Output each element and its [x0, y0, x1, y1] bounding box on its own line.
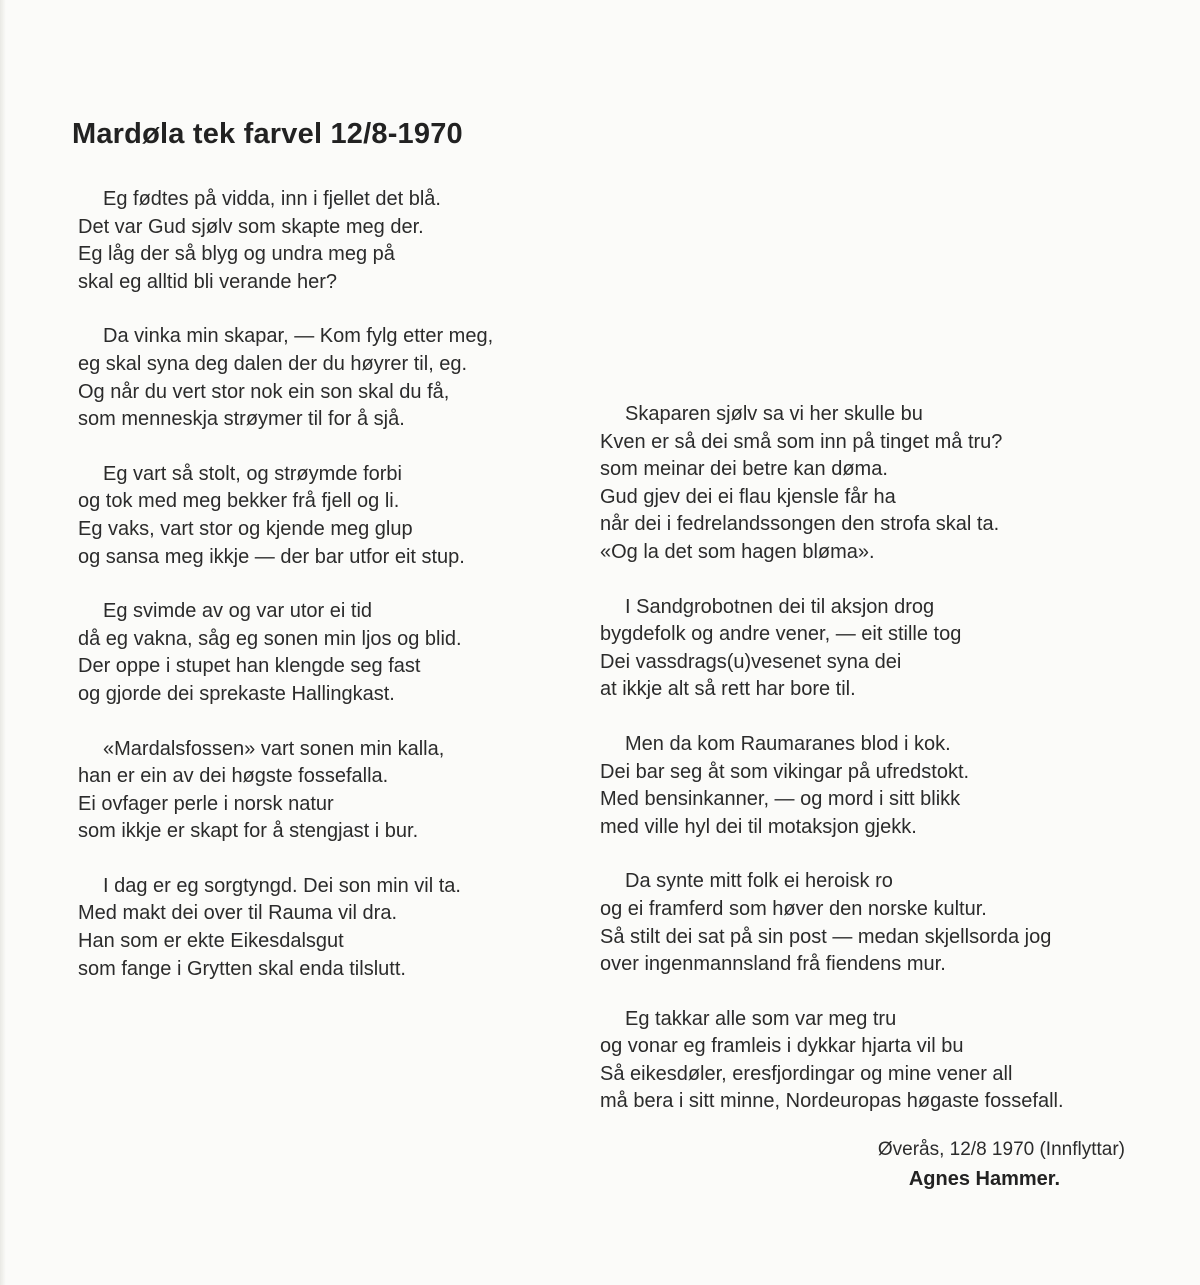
poem-line: som menneskja strøymer til for å sjå.	[78, 408, 405, 431]
poem-line: og tok med meg bekker frå fjell og li.	[78, 490, 400, 513]
poem-line: Ei ovfager perle i norsk natur	[78, 792, 334, 815]
stanza	[78, 736, 638, 846]
poem-line: når dei i fedrelandssongen den strofa skal ta.	[600, 513, 1000, 536]
poem-line: eg skal syna deg dalen der du høyrer til, eg.	[78, 352, 468, 375]
poem-line: Kven er så dei små som inn på tinget må tru?	[600, 430, 1003, 453]
poem-line: I Sandgrobotnen dei til aksjon drog	[625, 595, 935, 618]
poem-line: Eg låg der så blyg og undra meg på	[78, 243, 395, 266]
poem-line: Så eikesdøler, eresfjordingar og mine vener all	[600, 1062, 1013, 1085]
poem-line: Eg vaks, vart stor og kjende meg glup	[78, 517, 413, 540]
poem-line: og ei framferd som høver den norske kultur.	[600, 897, 987, 920]
signature-place-date: Øverås, 12/8 1970 (Innflyttar)	[877, 1139, 1125, 1160]
poem-line: Der oppe i stupet han klengde seg fast	[78, 655, 421, 678]
stanza	[78, 186, 638, 296]
poem-line: må bera i sitt minne, Nordeuropas høgaste fossefall.	[600, 1090, 1064, 1113]
page-edge	[0, 0, 6, 1285]
poem-line: skal eg alltid bli verande her?	[78, 270, 338, 293]
poem-line: Eg fødtes på vidda, inn i fjellet det blå.	[103, 188, 441, 210]
poem-line: med ville hyl dei til motaksjon gjekk.	[600, 815, 917, 838]
poem-line: Eg takkar alle som var meg tru	[625, 1007, 897, 1030]
poem-line: og vonar eg framleis i dykkar hjarta vil bu	[600, 1035, 964, 1058]
poem-line: og gjorde dei sprekaste Hallingkast.	[78, 682, 395, 705]
poem-line: som ikkje er skapt for å stengjast i bur.	[78, 820, 419, 843]
stanza	[600, 868, 1160, 978]
poem-line: Eg vart så stolt, og strøymde forbi	[103, 462, 402, 485]
poem-line: og sansa meg ikkje — der bar utfor eit stup.	[78, 545, 465, 568]
poem-line: då eg vakna, såg eg sonen min ljos og blid.	[78, 627, 462, 650]
poem-line: Så stilt dei sat på sin post — medan skjellsorda jog	[600, 925, 1052, 948]
poem-line: Dei bar seg åt som vikingar på ufredstokt.	[600, 760, 970, 783]
right-column	[600, 401, 1160, 1143]
stanza	[600, 1006, 1160, 1116]
poem-line: over ingenmannsland frå fiendens mur.	[600, 953, 946, 976]
stanza	[78, 461, 638, 571]
poem-line: Dei vassdrags(u)vesenet syna dei	[600, 650, 902, 673]
signature-name: Agnes Hammer.	[908, 1168, 1060, 1190]
poem-line: «Og la det som hagen bløma».	[600, 540, 875, 563]
poem-line: Men da kom Raumaranes blod i kok.	[625, 732, 951, 755]
stanza	[78, 323, 638, 433]
poem-line: han er ein av dei høgste fossefalla.	[78, 765, 389, 788]
poem-line: I dag er eg sorgtyngd. Dei son min vil ta.	[103, 874, 461, 897]
poem-line: «Mardalsfossen» vart sonen min kalla,	[103, 737, 445, 760]
poem-line: Og når du vert stor nok ein son skal du få,	[78, 380, 450, 403]
poem-line: som fange i Grytten skal enda tilslutt.	[78, 957, 406, 980]
stanza	[600, 594, 1160, 704]
poem-line: Med bensinkanner, — og mord i sitt blikk	[600, 788, 961, 811]
stanza	[600, 731, 1160, 841]
stanza	[600, 401, 1160, 567]
signature-block	[878, 1136, 1125, 1194]
poem-line: Gud gjev dei ei flau kjensle får ha	[600, 485, 896, 508]
stanza	[78, 873, 638, 983]
poem-line: Da synte mitt folk ei heroisk ro	[625, 870, 893, 893]
poem-line: Med makt dei over til Rauma vil dra.	[78, 902, 398, 925]
poem-line: Han som er ekte Eikesdalsgut	[78, 930, 344, 953]
poem-title: Mardøla tek farvel 12/8-1970	[72, 118, 463, 150]
poem-line: som meinar dei betre kan døma.	[600, 458, 888, 481]
poem-line: bygdefolk og andre vener, — eit stille tog	[600, 623, 962, 646]
poem-line: Eg svimde av og var utor ei tid	[103, 600, 373, 623]
left-column	[78, 186, 638, 1010]
poem-line: Da vinka min skapar, — Kom fylg etter meg,	[103, 325, 494, 348]
stanza	[78, 598, 638, 708]
poem-line: at ikkje alt så rett har bore til.	[600, 678, 856, 701]
poem-line: Det var Gud sjølv som skapte meg der.	[78, 215, 424, 238]
poem-line: Skaparen sjølv sa vi her skulle bu	[625, 403, 923, 425]
